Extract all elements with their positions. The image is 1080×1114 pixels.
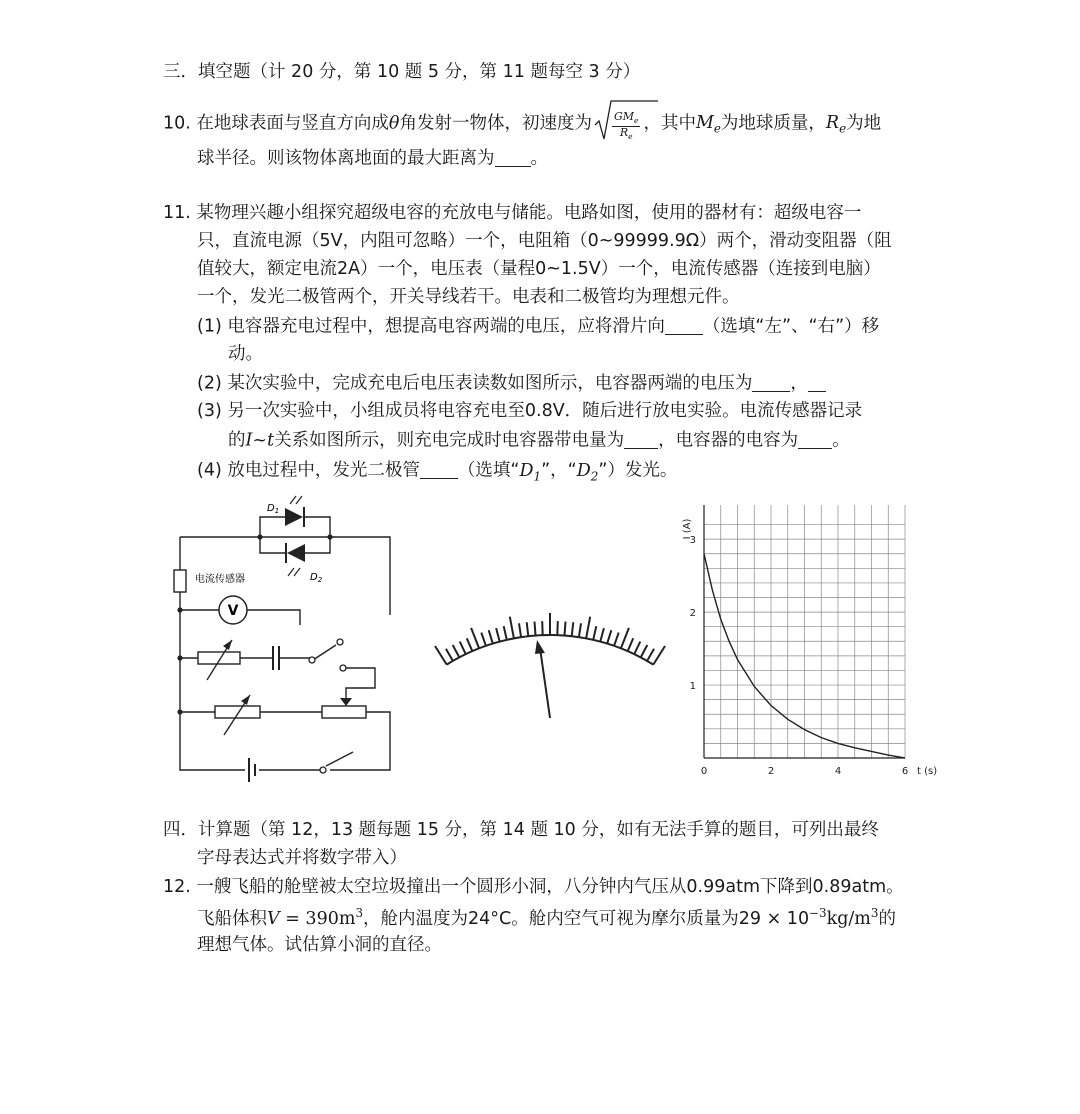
question-12-line-2: 飞船体积$V = 390m^3$，舱内温度为24°C。舱内空气可视为摩尔质量为$29 \times 10^{-3}kg/m^3$的	[197, 906, 896, 929]
symbol-d2: $D_2$	[576, 460, 599, 483]
y-tick-label: 1	[689, 681, 696, 693]
question-12-line-3: 理想气体。试估算小洞的直径。	[197, 935, 442, 955]
needle	[540, 648, 550, 718]
symbol-re: $R_e$	[825, 113, 847, 136]
text: ”，“	[541, 460, 577, 481]
dial-tick	[607, 630, 611, 643]
answer-blank[interactable]	[495, 148, 531, 167]
dial-tick	[489, 630, 493, 643]
question-number: 12.	[163, 877, 191, 897]
answer-blank-charge[interactable]	[624, 430, 658, 449]
text: 的	[878, 908, 896, 929]
question-11-line-4: 一个，发光二极管两个，开关导线若干。电表和二极管均为理想元件。	[197, 287, 740, 307]
dial-tick	[481, 633, 486, 646]
text: 在地球表面与竖直方向成	[196, 113, 389, 134]
x-tick-label: 2	[767, 766, 775, 777]
text: 为地	[846, 113, 882, 134]
dial-tick	[641, 645, 648, 657]
x-axis-label: t (s)	[917, 766, 938, 777]
text: 放电过程中，发光二极管	[227, 460, 420, 481]
circuit-diagram	[170, 490, 430, 790]
dial-tick	[519, 623, 521, 637]
dial-tick	[446, 649, 453, 661]
sqrt-sign	[594, 99, 694, 143]
question-10-line-1	[163, 105, 881, 142]
text: 。	[832, 430, 850, 451]
resistance-box-1	[198, 652, 240, 664]
question-11-part-1	[197, 316, 879, 338]
theta-symbol: θ	[388, 113, 400, 134]
text: 电容器充电过程中，想提高电容两端的电压，应将滑片向	[227, 316, 665, 337]
y-tick-label: 2	[689, 608, 696, 620]
dial-tick	[572, 622, 574, 636]
question-10-line-2	[197, 148, 548, 170]
question-11-line-2: 只，直流电源（5V，内阻可忽略）一个，电阻箱（0~99999.9Ω）两个，滑动变阻器（阻	[197, 231, 892, 251]
text: 某次实验中，完成充电后电压表读数如图所示，电容器两端的电压为	[227, 373, 753, 394]
part-number: (1)	[197, 316, 222, 337]
text: 关系如图所示，则充电完成时电容器带电量为	[274, 430, 625, 451]
dial-tick	[510, 617, 514, 639]
text: ~	[252, 430, 268, 451]
dial-tick	[557, 621, 558, 635]
text: ，其中	[643, 113, 696, 134]
rheostat-slider	[340, 698, 352, 706]
diode-d1	[285, 508, 303, 526]
text: （选填“左”、“右”）移	[702, 316, 880, 337]
label-d1: $D_1$	[267, 503, 280, 515]
resistance-box-2	[215, 706, 260, 718]
section-4-heading-line-1: 四．计算题（第 12，13 题每题 15 分，第 14 题 10 分，如有无法手算的题目，可列出最终	[163, 820, 879, 840]
answer-blank-tail	[808, 373, 826, 392]
voltmeter-dial	[435, 610, 675, 720]
section-4-heading-line-2: 字母表达式并将数字带入）	[197, 848, 407, 868]
dial-tick	[614, 633, 619, 646]
diode-d2	[287, 544, 305, 562]
dial-tick	[471, 628, 479, 649]
dial-tick	[647, 649, 654, 661]
question-11-part-2	[197, 373, 826, 395]
dial-tick	[453, 645, 460, 657]
x-tick-label: 6	[901, 766, 909, 777]
text: 一艘飞船的舱壁被太空垃圾撞出一个圆形小洞，八分钟内气压从0.99atm下降到0.89atm。	[196, 877, 904, 897]
x-tick-label: 0	[700, 766, 708, 777]
dial-tick	[593, 626, 596, 640]
label-d2: $D_2$	[310, 572, 323, 584]
dial-tick	[579, 623, 581, 637]
text: ，	[790, 373, 808, 394]
dial-tick	[565, 622, 566, 636]
question-11-part-3	[197, 401, 862, 422]
text: 为地球质量，	[720, 113, 826, 134]
x-tick-label: 4	[834, 766, 842, 777]
text: 角发射一物体，初速度为	[399, 113, 592, 134]
question-11-part-3-line-2	[228, 430, 850, 452]
voltmeter-label: V	[227, 603, 239, 619]
question-number: 11.	[163, 203, 191, 223]
dial-tick	[586, 617, 590, 639]
dial-tick	[634, 642, 640, 655]
dial-tick	[467, 638, 473, 651]
dial-tick	[628, 638, 634, 651]
symbol-v: V	[267, 908, 280, 929]
text: ”）发光。	[598, 460, 678, 481]
text: 的	[228, 430, 246, 451]
y-tick-label: 3	[689, 535, 696, 547]
dial-tick	[653, 646, 665, 665]
dial-tick	[504, 626, 507, 640]
dial-tick	[460, 642, 466, 655]
answer-blank[interactable]	[665, 316, 703, 335]
sqrt-expression	[594, 105, 640, 142]
section-3-heading: 三．填空题（计 20 分，第 10 题 5 分，第 11 题每空 3 分）	[163, 62, 641, 82]
text: ，舱内温度为24°C。舱内空气可视为摩尔质量为29 × 10	[363, 908, 810, 929]
question-number: 10.	[163, 113, 191, 134]
symbol-me: $M_e$	[695, 113, 721, 136]
y-axis-label: I (A)	[682, 518, 693, 540]
part-number: (4)	[197, 460, 222, 481]
answer-blank[interactable]	[420, 460, 458, 479]
text: kg/m	[826, 908, 871, 929]
question-11-part-4	[197, 460, 677, 483]
dial-tick	[542, 621, 543, 635]
needle-tip	[535, 640, 545, 654]
text: 。	[530, 148, 548, 169]
dial-tick	[496, 628, 500, 642]
dial-tick	[535, 622, 536, 636]
part-number: (3)	[197, 401, 222, 421]
symbol-i: I	[245, 430, 253, 451]
text: 某物理兴趣小组探究超级电容的充放电与储能。电路如图，使用的器材有：超级电容一	[196, 203, 862, 223]
dial-tick	[600, 628, 604, 642]
current-sensor-label: 电流传感器	[195, 574, 245, 585]
current-sensor-resistor	[174, 570, 186, 592]
question-12-line-1	[163, 877, 904, 898]
dial-tick	[435, 646, 447, 665]
answer-blank[interactable]	[752, 373, 790, 392]
text: = 390m	[279, 908, 356, 929]
text: 另一次实验中，小组成员将电容充电至0.8V．随后进行放电实验。电流传感器记录	[227, 401, 863, 421]
dial-tick	[621, 628, 629, 649]
text: 球半径。则该物体离地面的最大距离为	[197, 148, 495, 169]
symbol-d1: $D_1$	[519, 460, 542, 483]
symbol-t: t	[267, 430, 275, 451]
fraction-denominator: $R_e$	[619, 125, 633, 141]
question-11-part-1-line-2: 动。	[228, 344, 263, 364]
dial-arc	[447, 635, 654, 665]
answer-blank-capacitance[interactable]	[798, 430, 832, 449]
text: 飞船体积	[197, 908, 267, 929]
question-11-line-3: 值较大，额定电流2A）一个，电压表（量程0~1.5V）一个，电流传感器（连接到电脑）	[197, 259, 881, 279]
text: （选填“	[457, 460, 520, 481]
text: ，电容器的电容为	[658, 430, 799, 451]
current-time-chart	[680, 498, 938, 803]
fraction-numerator: $GM_e$	[613, 110, 639, 126]
dial-tick	[527, 622, 529, 636]
question-11-line-1	[163, 203, 861, 224]
sliding-rheostat	[322, 706, 366, 718]
part-number: (2)	[197, 373, 222, 394]
